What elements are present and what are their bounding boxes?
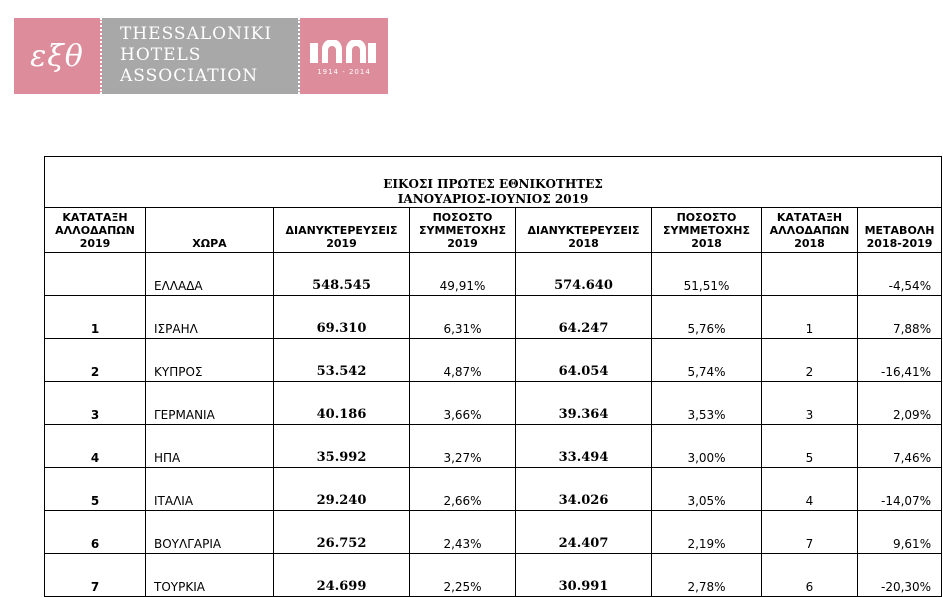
share-2018-cell: 5,74%	[652, 339, 762, 382]
header-line: 2018	[568, 237, 599, 250]
header-line: ΠΟΣΟΣΤΟ	[676, 211, 737, 224]
logo-years: 1914 - 2014	[317, 68, 371, 76]
share-2018-cell: 3,53%	[652, 382, 762, 425]
rank-2018-cell: 6	[762, 554, 858, 597]
rank-2018-cell: 1	[762, 296, 858, 339]
rank-2018-cell: 2	[762, 339, 858, 382]
table-title-line-1: ΕΙΚΟΣΙ ΠΡΩΤΕΣ ΕΘΝΙΚΟΤΗΤΕΣ	[383, 177, 603, 191]
header-change	[858, 208, 942, 253]
table-title-line-2: ΙΑΝΟΥΑΡΙΟΣ-ΙΟΥΝΙΟΣ 2019	[397, 192, 589, 206]
centenary-100-icon	[310, 40, 378, 64]
header-line: ΑΛΛΟΔΑΠΩΝ	[55, 224, 135, 237]
overnights-2019-cell: 26.752	[274, 511, 410, 554]
share-2019-cell: 2,66%	[410, 468, 516, 511]
overnights-2018-cell: 64.247	[516, 296, 652, 339]
rank-2018-cell: 7	[762, 511, 858, 554]
header-line: ΠΟΣΟΣΤΟ	[432, 211, 493, 224]
country-cell: ΕΛΛΑΔΑ	[146, 253, 274, 296]
change-cell: 9,61%	[858, 511, 942, 554]
header-overnights-2019	[274, 208, 410, 253]
share-2019-cell: 2,43%	[410, 511, 516, 554]
change-cell: 7,46%	[858, 425, 942, 468]
table-row	[45, 382, 942, 425]
share-2018-cell: 5,76%	[652, 296, 762, 339]
table-row	[45, 253, 942, 296]
table-row	[45, 339, 942, 382]
header-line: 2018	[794, 237, 825, 250]
rank-2019-cell: 4	[45, 425, 146, 468]
header-overnights-2018	[516, 208, 652, 253]
header-line: 2019	[326, 237, 357, 250]
header-share-2019	[410, 208, 516, 253]
header-share-2018	[652, 208, 762, 253]
change-cell: -4,54%	[858, 253, 942, 296]
centenary-emblem	[300, 18, 388, 94]
header-line: ΜΕΤΑΒΟΛΗ	[864, 224, 935, 237]
country-cell: ΚΥΠΡΟΣ	[146, 339, 274, 382]
share-2018-cell: 2,78%	[652, 554, 762, 597]
overnights-2018-cell: 30.991	[516, 554, 652, 597]
change-cell: -16,41%	[858, 339, 942, 382]
share-2018-cell: 3,00%	[652, 425, 762, 468]
overnights-2019-cell: 69.310	[274, 296, 410, 339]
overnights-2019-cell: 548.545	[274, 253, 410, 296]
rank-2019-cell: 1	[45, 296, 146, 339]
table-row	[45, 554, 942, 597]
header-line: ΣΥΜΜΕΤΟΧΗΣ	[663, 224, 750, 237]
share-2019-cell: 3,27%	[410, 425, 516, 468]
rank-2018-cell: 3	[762, 382, 858, 425]
header-line: ΚΑΤΑΤΑΞΗ	[62, 211, 128, 224]
country-cell: ΒΟΥΛΓΑΡΙΑ	[146, 511, 274, 554]
nationalities-table	[44, 156, 942, 597]
share-2018-cell: 2,19%	[652, 511, 762, 554]
country-cell: ΤΟΥΡΚΙΑ	[146, 554, 274, 597]
rank-2018-cell: 5	[762, 425, 858, 468]
overnights-2019-cell: 40.186	[274, 382, 410, 425]
overnights-2019-cell: 53.542	[274, 339, 410, 382]
share-2018-cell: 51,51%	[652, 253, 762, 296]
share-2019-cell: 4,87%	[410, 339, 516, 382]
country-cell: ΙΤΑΛΙΑ	[146, 468, 274, 511]
rank-2019-cell: 7	[45, 554, 146, 597]
rank-2018-cell	[762, 253, 858, 296]
header-row	[45, 208, 942, 253]
overnights-2018-cell: 64.054	[516, 339, 652, 382]
logo-line-1: THESSALONIKI	[120, 24, 273, 44]
share-2019-cell: 49,91%	[410, 253, 516, 296]
header-line: ΧΩΡΑ	[192, 237, 227, 250]
header-rank-2019	[45, 208, 146, 253]
logo-line-3: ASSOCIATION	[120, 66, 259, 86]
country-cell: ΗΠΑ	[146, 425, 274, 468]
rank-2019-cell: 3	[45, 382, 146, 425]
change-cell: 7,88%	[858, 296, 942, 339]
rank-2018-cell: 4	[762, 468, 858, 511]
overnights-2019-cell: 24.699	[274, 554, 410, 597]
change-cell: -20,30%	[858, 554, 942, 597]
share-2018-cell: 3,05%	[652, 468, 762, 511]
change-cell: -14,07%	[858, 468, 942, 511]
overnights-2018-cell: 34.026	[516, 468, 652, 511]
rank-2019-cell	[45, 253, 146, 296]
share-2019-cell: 3,66%	[410, 382, 516, 425]
header-line: ΔΙΑΝΥΚΤΕΡΕΥΣΕΙΣ	[285, 224, 398, 237]
table-row	[45, 296, 942, 339]
header-line: ΑΛΛΟΔΑΠΩΝ	[769, 224, 850, 237]
logo-mark: εξθ	[14, 18, 102, 94]
header-line: ΚΑΤΑΤΑΞΗ	[776, 211, 843, 224]
rank-2019-cell: 6	[45, 511, 146, 554]
table-row	[45, 511, 942, 554]
overnights-2019-cell: 29.240	[274, 468, 410, 511]
table-title	[45, 157, 942, 208]
table-row	[45, 425, 942, 468]
header-rank-2018	[762, 208, 858, 253]
overnights-2018-cell: 33.494	[516, 425, 652, 468]
share-2019-cell: 2,25%	[410, 554, 516, 597]
logo-wordmark	[102, 18, 300, 94]
association-logo	[14, 18, 388, 94]
header-line: 2019	[447, 237, 478, 250]
overnights-2018-cell: 574.640	[516, 253, 652, 296]
table-row	[45, 468, 942, 511]
overnights-2018-cell: 24.407	[516, 511, 652, 554]
header-line: ΔΙΑΝΥΚΤΕΡΕΥΣΕΙΣ	[527, 224, 640, 237]
header-line: 2018-2019	[866, 237, 933, 250]
header-line: ΣΥΜΜΕΤΟΧΗΣ	[419, 224, 506, 237]
header-line: 2018	[691, 237, 722, 250]
share-2019-cell: 6,31%	[410, 296, 516, 339]
header-line: 2019	[79, 237, 111, 250]
change-cell: 2,09%	[858, 382, 942, 425]
country-cell: ΓΕΡΜΑΝΙΑ	[146, 382, 274, 425]
rank-2019-cell: 2	[45, 339, 146, 382]
header-country	[146, 208, 274, 253]
rank-2019-cell: 5	[45, 468, 146, 511]
overnights-2019-cell: 35.992	[274, 425, 410, 468]
logo-line-2: HOTELS	[120, 45, 202, 65]
country-cell: ΙΣΡΑΗΛ	[146, 296, 274, 339]
overnights-2018-cell: 39.364	[516, 382, 652, 425]
